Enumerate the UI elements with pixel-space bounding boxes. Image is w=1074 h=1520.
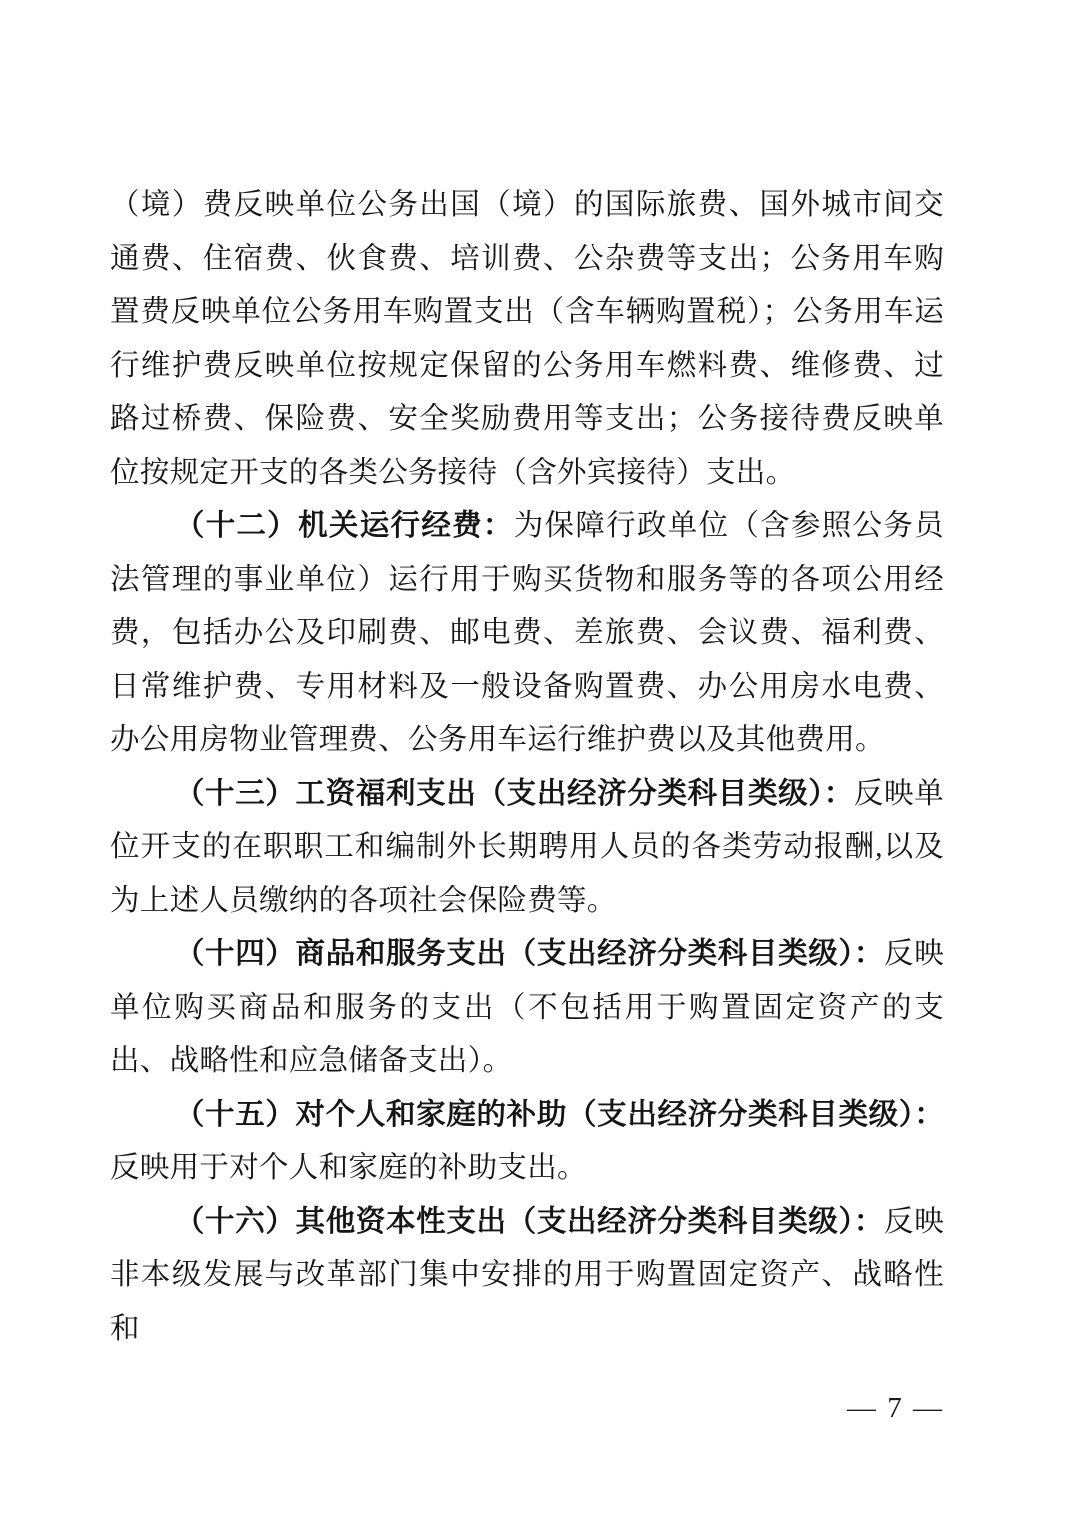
document-text-block: [110, 179, 944, 1356]
paragraph-body: 反映用于对个人和家庭的补助支出。: [110, 1152, 587, 1184]
paragraph-body: 反映非本级发展与改革部门集中安排的用于购置固定资产、战略性和: [110, 1205, 944, 1345]
page-footer: [847, 1392, 944, 1425]
paragraph-item-12: [110, 500, 944, 768]
page-number: — 7 —: [847, 1392, 944, 1424]
paragraph-continuation: [110, 179, 944, 500]
paragraph-body: 为保障行政单位（含参照公务员法管理的事业单位）运行用于购买货物和服务等的各项公用经费，包括办公及印刷费、邮电费、差旅费、会议费、福利费、日常维护费、专用材料及一般设备购置费、办公用房水电费、办公用房物业管理费、公务用车运行维护费以及其他费用。: [110, 510, 944, 756]
paragraph-lead: （十六）其他资本性支出（支出经济分类科目类级）：: [174, 1205, 885, 1238]
paragraph-lead: （十二）机关运行经费：: [174, 510, 514, 542]
paragraph-body: 反映单位开支的在职职工和编制外长期聘用人员的各类劳动报酬,以及为上述人员缴纳的各项社会保险费等。: [110, 777, 944, 917]
paragraph-lead: （十五）对个人和家庭的补助（支出经济分类科目类级）：: [174, 1098, 944, 1131]
paragraph-item-16: [110, 1196, 944, 1357]
paragraph-item-13: [110, 768, 944, 929]
paragraph-lead: （十三）工资福利支出（支出经济分类科目类级）：: [174, 777, 854, 810]
paragraph-body: （境）费反映单位公务出国（境）的国际旅费、国外城市间交通费、住宿费、伙食费、培训费、公杂费等支出；公务用车购置费反映单位公务用车购置支出（含车辆购置税）；公务用车运行维护费反映单位按规定保留的公务用车燃料费、维修费、过路过桥费、保险费、安全奖励费用等支出；公务接待费反映单位按规定开支的各类公务接待（含外宾接待）支出。: [110, 189, 944, 489]
paragraph-body: 反映单位购买商品和服务的支出（不包括用于购置固定资产的支出、战略性和应急储备支出）。: [110, 938, 944, 1077]
paragraph-item-14: [110, 928, 944, 1089]
paragraph-item-15: [110, 1089, 944, 1196]
paragraph-lead: （十四）商品和服务支出（支出经济分类科目类级）：: [174, 938, 885, 970]
